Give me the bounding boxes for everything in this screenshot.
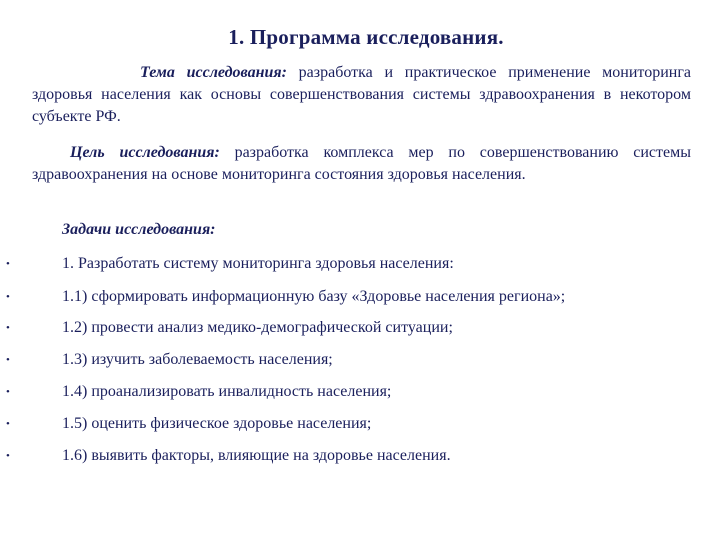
research-goal-paragraph <box>32 142 691 186</box>
bullet-icon: • <box>6 450 10 462</box>
bullet-icon: • <box>6 322 10 334</box>
task-list-item <box>0 317 720 339</box>
bullet-icon: • <box>6 354 10 366</box>
task-text: 1.4) проанализировать инвалидность населения; <box>62 383 392 400</box>
task-list-item <box>0 349 720 371</box>
research-topic-paragraph <box>32 62 691 128</box>
bullet-icon: • <box>6 258 10 270</box>
task-text: 1.5) оценить физическое здоровье населения; <box>62 415 372 432</box>
bullet-icon: • <box>6 291 10 303</box>
research-goal-text: разработка комплекса мер по совершенствованию системы здравоохранения на основе мониторинга состояния здоровья населения. <box>32 144 691 183</box>
task-list-item <box>0 381 720 403</box>
research-tasks-heading: Задачи исследования: <box>62 221 216 238</box>
task-text: 1. Разработать систему мониторинга здоровья населения: <box>62 255 454 272</box>
task-list-item <box>0 286 720 308</box>
bullet-icon: • <box>6 418 10 430</box>
bullet-icon: • <box>6 386 10 398</box>
task-text: 1.1) сформировать информационную базу «Здоровье населения региона»; <box>62 288 566 305</box>
task-text: 1.3) изучить заболеваемость населения; <box>62 351 333 368</box>
task-text: 1.2) провести анализ медико-демографической ситуации; <box>62 319 453 336</box>
slide-title: 1. Программа исследования. <box>228 25 504 49</box>
task-text: 1.6) выявить факторы, влияющие на здоровье населения. <box>62 447 451 464</box>
task-list-item <box>0 445 720 467</box>
research-topic-text: разработка и практическое применение мониторинга здоровья населения как основы совершенствования системы здравоохранения в некотором субъекте РФ. <box>32 64 691 125</box>
research-goal-label: Цель исследования: <box>70 144 220 161</box>
task-list-item <box>0 413 720 435</box>
research-topic-label: Тема исследования: <box>140 64 287 81</box>
task-list-item <box>0 253 720 275</box>
